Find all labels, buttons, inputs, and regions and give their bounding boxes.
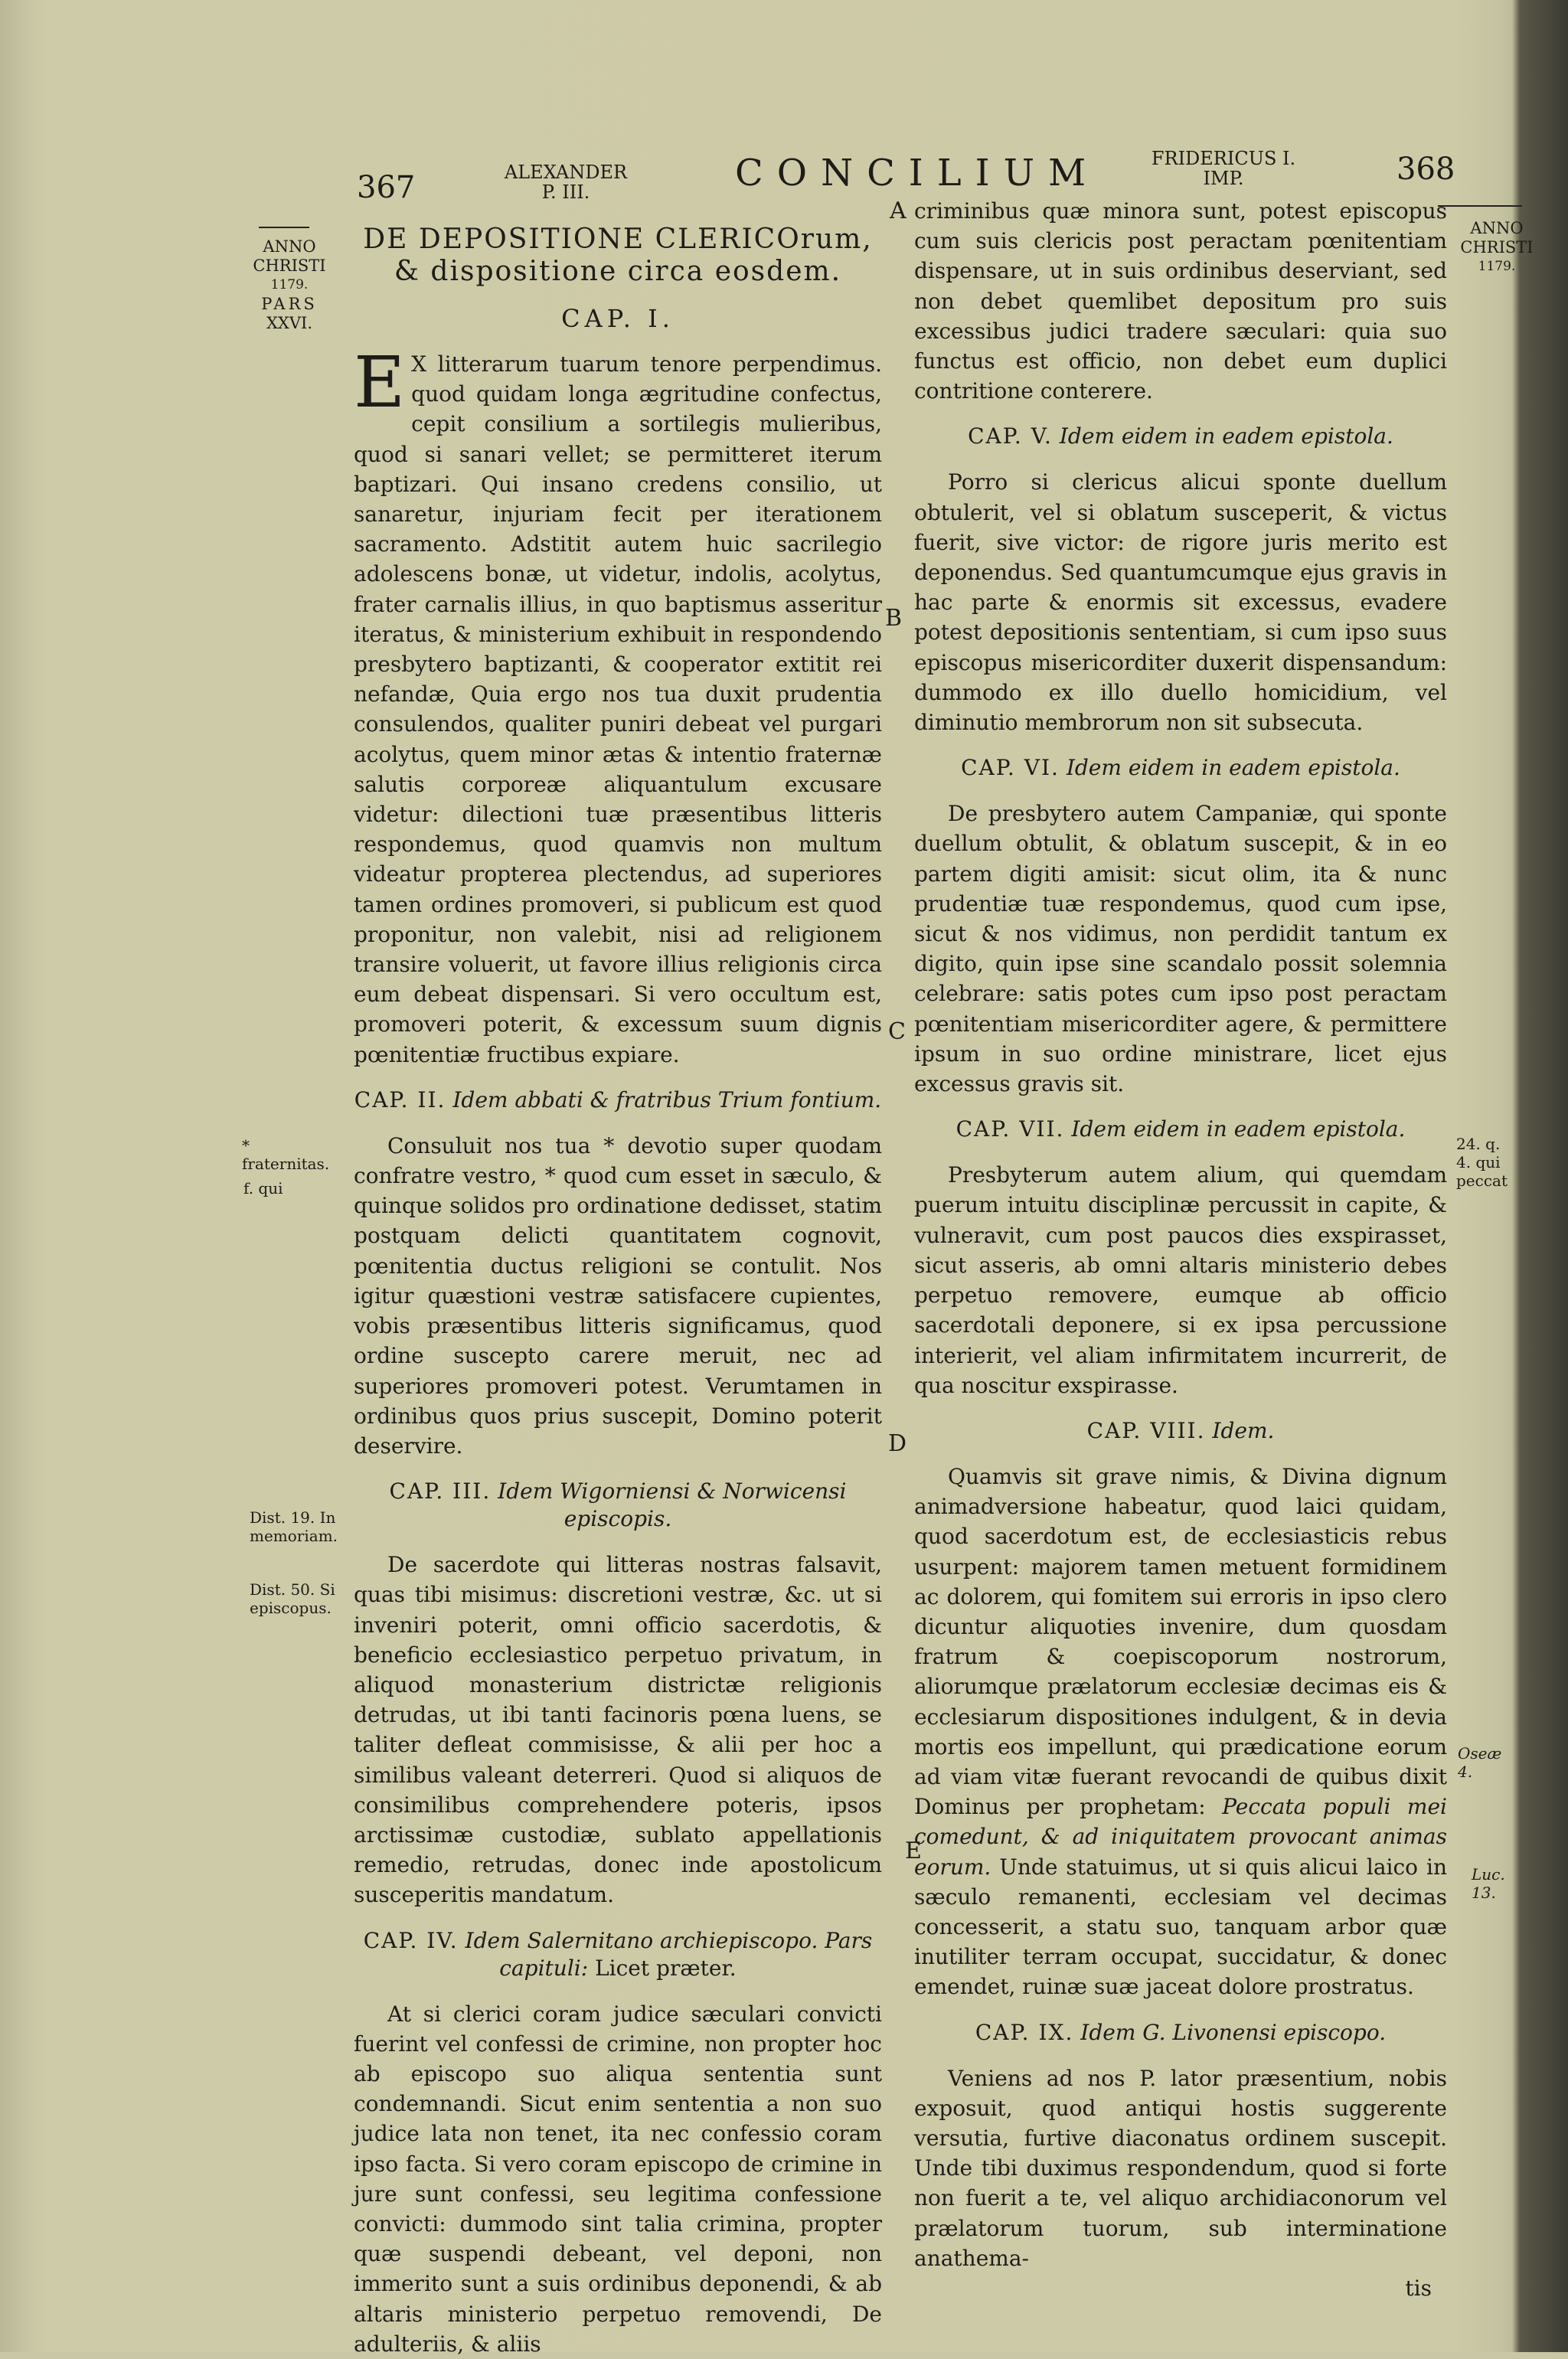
cap3-title bbox=[354, 1478, 882, 1533]
cap8-title bbox=[914, 1417, 1447, 1445]
cap2-text: Consuluit nos tua * devotio super quodam confratre vestro, * quod cum esset in sæculo, & quinque solidos pro ordinatione dedisset, statim postquam delicti quantitatem cognovit, pœnitentia ductus religioni se contulit. Nos igitur quæstioni vestræ satisfacere cupientes, vobis præsentibus litteris significamus, quod ordine suscepto carere meruit, nec ad superiores promoveri potest. Verumtamen in ordinibus quos prius suscepit, Domino poterit deservire. bbox=[354, 1132, 882, 1459]
cap3-label: CAP. III. bbox=[389, 1478, 492, 1505]
cap4-text: At si clerici coram judice sæculari convicti fuerint vel confessi de crimine, non propter hoc ab episcopo suo aliqua sententia sunt condemnandi. Sicut enim sententia a non suo judice lata non tenet, ita nec confessio coram ipso facta. Si vero coram episcopo de crimine in jure sunt confessi, seu legitima confessione convicti: dummodo sint talia crimina, propter quæ suspendi debeant, vel deponi, non immerito sunt a suis ordinibus deponendi, & ab altaris ministerio perpetuo removendi, De adulteriis, & aliis bbox=[354, 2001, 882, 2357]
cap1-dropcap: E bbox=[354, 341, 406, 423]
margin-pars: PARS bbox=[261, 295, 318, 313]
cap7-label: CAP. VII. bbox=[956, 1116, 1065, 1142]
cap5-text: Porro si clericus alicui sponte duellum obtulerit, vel si oblatum susceperit, & victus fuerit, sive victor: de rigore juris merito est deponendus. Sed quantumcumque ejus gravis in hac parte & enormis sit excessus, evadere potest depositionis sententiam, si cum ipso suus episcopus misericorditer duxerit dispensandum: dummodo ex illo duello homicidium, vel diminutio membrorum non sit subsecuta. bbox=[914, 469, 1447, 736]
cap9-title bbox=[914, 2019, 1447, 2047]
cap4-continuation: criminibus quæ minora sunt, potest episcopus cum suis clericis post peractam pœnitentiam dispensare, ut in suis ordinibus deserviant, sed non debet quemlibet depositum pro suis excessibus judici tradere sæculari: quia suo functus est officio, non debet eum duplici contritione conterere. bbox=[914, 198, 1447, 404]
note-osee: Oseæ 4. bbox=[1458, 1744, 1502, 1781]
note-luc: Luc. 13. bbox=[1472, 1865, 1505, 1902]
cap6-label: CAP. VI. bbox=[961, 755, 1060, 781]
cap8-label: CAP. VIII. bbox=[1086, 1417, 1206, 1443]
cap1-text bbox=[354, 341, 882, 1070]
note-f-qui: f. qui bbox=[243, 1179, 283, 1197]
cap7-text: Presbyterum autem alium, qui quemdam puerum intuitu disciplinæ percussit in capite, & vulneravit, cum post paucos dies exspirasset, sicut asseris, ab omni altaris ministerio debes perpetuo removere, eumque ab officio sacerdotali deponere, si ex ipsa percussione interierit, vel aliam infirmitatem incurrerit, de qua noscitur exspirasse. bbox=[914, 1162, 1447, 1398]
cap1-body: X litterarum tuarum tenore perpendimus. quod quidam longa ægritudine confectus, cepit consilium a sortilegis mulieribus, quod si sanari vellet; se permitteret iterum baptizari. Qui insano credens consilio, ut sanaretur, injuriam fecit per iterationem sacramento. Adstitit autem huic sacrilegio adolescens bonæ, ut videtur, indolis, acolytus, frater carnalis illius, in quo baptismus asseritur iteratus, & ministerium exhibuit in respondendo presbytero baptizanti, & cooperator extitit rei nefandæ, Quia ergo nos tua duxit prudentia consulendos, qualiter puniri debeat vel purgari acolytus, quem minor ætas & intentio fraternæ salutis corporeæ aliquantulum excusare videtur: dilectioni tuæ præsentibus litteris respondemus, quod quamvis non multum videatur propterea plectendus, ad superiores tamen ordines promoveri, si publicum est quod proponitur, non valebit, nisi ad religionem transire voluerit, ut favore illius religionis circa eum debeat dispensari. Si vero occultum est, promoveri poterit, & excessum suum dignis pœnitentiæ fructibus expiare. bbox=[354, 351, 882, 1067]
cap8-quote: Peccata populi mei comedunt, & ad iniquitatem provocant animas eorum. bbox=[914, 1794, 1448, 1880]
margin-anno-right: ANNO bbox=[1470, 219, 1524, 237]
margin-christi-left: CHRISTI bbox=[253, 256, 326, 275]
cap8-body2: Unde statuimus, ut si quis alicui laico in sæculo remanenti, ecclesiam vel decimas concesserit, a statu suo, tanquam arbor quæ inutiliter terram occupat, succidatur, & donec emendet, ruinæ suæ jaceat dolore prostratus. bbox=[914, 1854, 1447, 2000]
cap8-title-text: Idem. bbox=[1212, 1417, 1275, 1443]
cap6-title-text: Idem eidem in eadem epistola. bbox=[1066, 755, 1400, 781]
margin-christi-right: CHRISTI bbox=[1460, 238, 1534, 256]
margin-rule-left bbox=[259, 227, 309, 228]
page-number-left: 367 bbox=[357, 170, 416, 205]
cap4-title bbox=[354, 1927, 882, 1982]
section-letter-c: C bbox=[888, 1018, 906, 1045]
cap2-title bbox=[354, 1086, 882, 1114]
cap4-title-tail: Licet præter. bbox=[595, 1955, 737, 1981]
cap1-title: CAP. I. bbox=[561, 304, 675, 333]
cap5-title bbox=[914, 423, 1447, 450]
section-heading: DE DEPOSITIONE CLERICOrum, & dispositione circa eosdem. bbox=[363, 224, 873, 287]
note-dist19: Dist. 19. In memoriam. bbox=[250, 1508, 338, 1545]
note-dist50: Dist. 50. Si episcopus. bbox=[250, 1580, 335, 1617]
cap7-title bbox=[914, 1116, 1447, 1143]
page-number-right: 368 bbox=[1396, 152, 1455, 187]
cap3-text: De sacerdote qui litteras nostras falsavit, quas tibi misimus: discretioni vestræ, &c. ut si inveniri poterit, omni officio sacerdotis, & beneficio ecclesiastico perpetuo privatum, in aliquod monasterium districtæ religionis detrudas, ut ibi tanti facinoris pœna luens, se taliter defleat commisisse, & alii per hoc a similibus valeant deterreri. Quod si aliquos de consimilibus comprehendere poteris, ipsos arctissimæ custodiæ, sublato appellationis remedio, retrudas, donec inde apostolicum susceperitis mandatum. bbox=[354, 1552, 882, 1908]
note-24q4: 24. q. 4. qui peccat bbox=[1456, 1135, 1508, 1190]
running-head-right-name: FRIDERICUS I. bbox=[1151, 148, 1296, 169]
margin-year-left bbox=[247, 237, 332, 333]
running-head-left bbox=[501, 162, 631, 202]
cap8-body: Quamvis sit grave nimis, & Divina dignum animadversione habeatur, quod laici quidam, quod sacerdotum est, de ecclesiasticis rebus usurpent: majorem tamen metuent formidinem ac dolorem, qui fomitem sui erroris in ipso clero dicuntur aliquoties invenire, dum quosdam fratrum & coepiscoporum nostrorum, aliorumque prælatorum ecclesiæ decimas eis & ecclesiarum dispositiones indulgent, & in devia mortis eos impellunt, qui prædicatione eorum ad viam vitæ fuerant revocandi de quibus dixit Dominus per prophetam: bbox=[914, 1463, 1447, 1820]
section-letter-d: D bbox=[888, 1430, 907, 1457]
running-head-left-name: ALEXANDER bbox=[504, 162, 628, 183]
margin-anno-left: ANNO bbox=[263, 237, 316, 256]
cap9-title-text: Idem G. Livonensi episcopo. bbox=[1080, 2019, 1387, 2045]
right-column bbox=[914, 196, 1447, 2303]
cap5-title-text: Idem eidem in eadem epistola. bbox=[1059, 423, 1393, 449]
cap8-text bbox=[914, 1462, 1447, 2002]
margin-year-number-right: 1179. bbox=[1478, 259, 1516, 274]
running-head-right bbox=[1147, 149, 1300, 188]
cap9-text: Veniens ad nos P. lator præsentium, nobis exposuit, quod antiqui hostis suggerente versutia, furtive diaconatus ordinem suscepit. Unde tibi duximus respondendum, quod si forte non fuerit a te, vel aliquo archidiaconorum vel prælatorum tuorum, sub interminatione anathema- bbox=[914, 2065, 1447, 2271]
cap2-title-text: Idem abbati & fratribus Trium fontium. bbox=[452, 1086, 882, 1113]
cap6-title bbox=[914, 754, 1447, 782]
cap2-label: CAP. II. bbox=[354, 1086, 446, 1113]
section-letter-e: E bbox=[905, 1838, 922, 1864]
cap5-label: CAP. V. bbox=[968, 423, 1053, 449]
section-letter-a: A bbox=[890, 198, 906, 224]
catchword: tis bbox=[1405, 2275, 1432, 2301]
note-fraternitas: * fraternitas. bbox=[242, 1136, 330, 1173]
cap9-label: CAP. IX. bbox=[975, 2019, 1074, 2045]
cap4-title-text: Idem Salernitano archiepiscopo. Pars capituli: bbox=[465, 1927, 873, 1981]
running-title: CONCILIUM bbox=[735, 152, 1100, 194]
margin-rule-right bbox=[1438, 205, 1522, 207]
margin-year-right bbox=[1455, 219, 1539, 276]
left-column bbox=[354, 224, 882, 2359]
margin-pars-number: XXVI. bbox=[266, 314, 313, 332]
running-head-right-sub: IMP. bbox=[1203, 168, 1244, 189]
cap6-text: De presbytero autem Campaniæ, qui sponte duellum obtulit, & oblatum suscepit, & in eo partem digiti amisit: sicut olim, ita & nunc prudentiæ tuæ respondemus, quod cum ipse, sicut & nos vidimus, non perdidit tantum ex digito, quin ipse sine scandalo possit solemnia celebrare: satis potes cum ipso post peractam pœnitentiam misericorditer agere, & permittere ipsum in suo ordine ministrare, licet ejus excessus gravis sit. bbox=[914, 801, 1447, 1097]
cap3-title-text: Idem Wigorniensi & Norwicensi episcopis. bbox=[498, 1478, 847, 1532]
cap4-label: CAP. IV. bbox=[363, 1927, 459, 1953]
margin-year-number-left: 1179. bbox=[270, 277, 309, 292]
section-letter-b: B bbox=[885, 605, 903, 632]
cap7-title-text: Idem eidem in eadem epistola. bbox=[1071, 1116, 1406, 1142]
running-head-left-sub: P. III. bbox=[541, 181, 590, 203]
